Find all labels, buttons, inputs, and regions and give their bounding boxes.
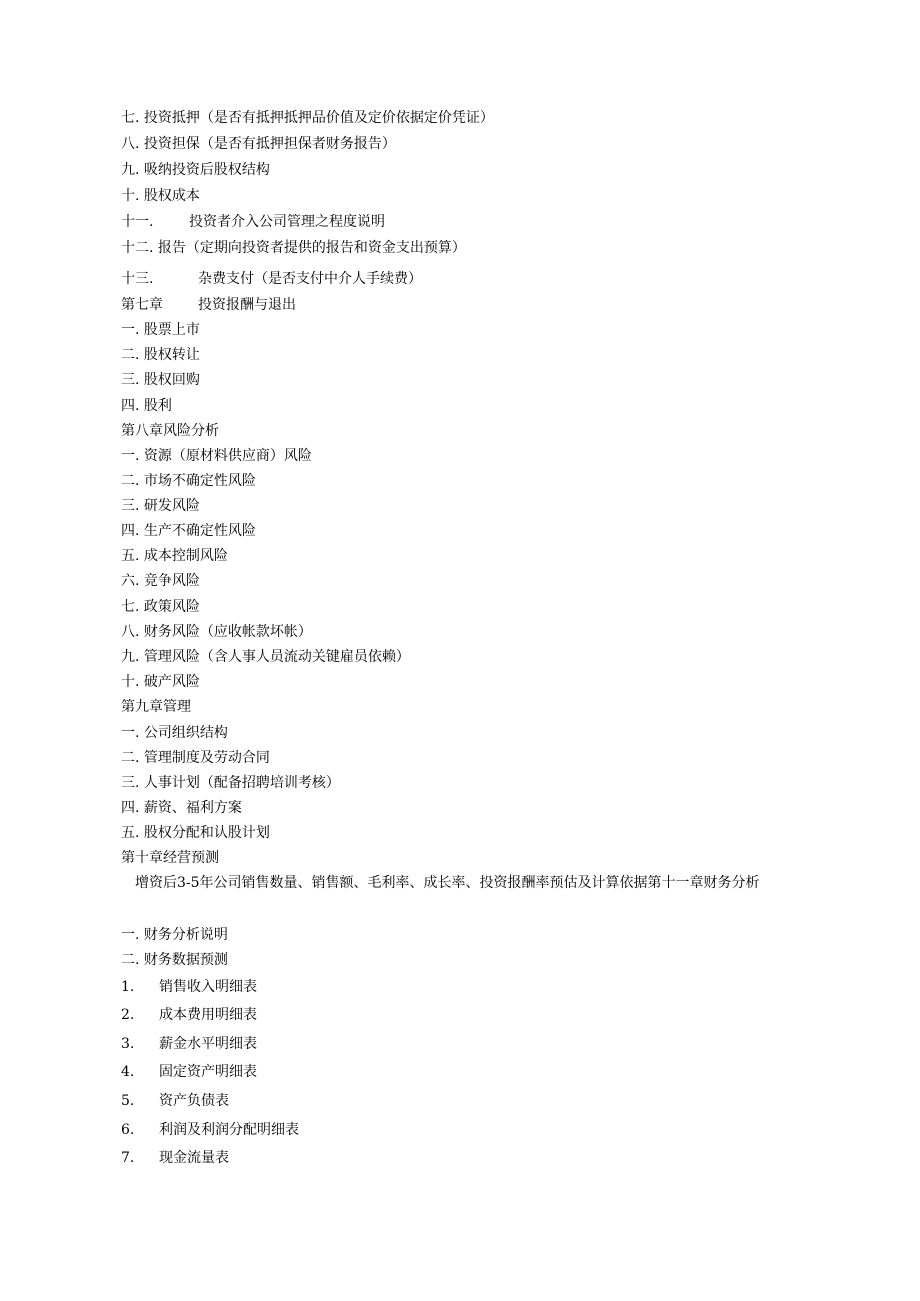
list-number: 7. — [121, 1150, 135, 1166]
line-item: 一. 财务分析说明 — [121, 927, 228, 943]
line-item: 二. 股权转让 — [121, 347, 200, 363]
list-number: 3. — [121, 1036, 135, 1052]
line-item: 五. 股权分配和认股计划 — [121, 825, 270, 841]
list-text: 现金流量表 — [159, 1150, 229, 1166]
line-item: 七. 投资抵押（是否有抵押抵押品价值及定价依据定价凭证） — [121, 110, 494, 126]
list-text: 薪金水平明细表 — [159, 1036, 257, 1052]
list-text: 资产负债表 — [159, 1093, 229, 1109]
line-item: 四. 薪资、福利方案 — [121, 800, 242, 816]
list-item — [121, 1121, 299, 1139]
list-item — [121, 1092, 229, 1110]
line-item: 二. 财务数据预测 — [121, 952, 228, 968]
line-item: 二. 管理制度及劳动合同 — [121, 750, 270, 766]
line-item — [121, 270, 422, 288]
line-item: 九. 吸纳投资后股权结构 — [121, 162, 270, 178]
line-label: 十三. — [121, 271, 154, 287]
line-item: 二. 市场不确定性风险 — [121, 473, 256, 489]
chapter-heading — [121, 296, 296, 314]
paragraph: 增资后3-5年公司销售数量、销售额、毛利率、成长率、投资报酬率预估及计算依据第十一章财务分析 — [135, 875, 760, 891]
line-label: 第七章 — [121, 297, 163, 313]
list-item — [121, 978, 257, 996]
line-text: 杂费支付（是否支付中介人手续费） — [198, 271, 422, 287]
line-item: 十. 破产风险 — [121, 674, 200, 690]
line-item: 十. 股权成本 — [121, 188, 200, 204]
list-text: 固定资产明细表 — [159, 1064, 257, 1080]
line-item: 八. 财务风险（应收帐款坏帐） — [121, 624, 312, 640]
line-item: 十二. 报告（定期向投资者提供的报告和资金支出预算） — [121, 240, 466, 256]
line-item: 三. 股权回购 — [121, 372, 200, 388]
line-item: 一. 股票上市 — [121, 322, 200, 338]
line-text: 投资者介入公司管理之程度说明 — [189, 214, 385, 230]
list-item — [121, 1035, 257, 1053]
list-item — [121, 1063, 257, 1081]
chapter-heading: 第八章风险分析 — [121, 423, 219, 439]
list-number: 2. — [121, 1007, 135, 1023]
line-item: 三. 人事计划（配备招聘培训考核） — [121, 775, 340, 791]
line-item: 四. 股利 — [121, 398, 172, 414]
list-item — [121, 1149, 229, 1167]
line-item: 六. 竞争风险 — [121, 573, 200, 589]
list-number: 4. — [121, 1064, 135, 1080]
chapter-heading: 第十章经营预测 — [121, 850, 219, 866]
line-item: 八. 投资担保（是否有抵押担保者财务报告） — [121, 136, 396, 152]
line-text: 投资报酬与退出 — [198, 297, 296, 313]
line-item: 三. 研发风险 — [121, 498, 200, 514]
list-number: 5. — [121, 1093, 135, 1109]
line-item: 四. 生产不确定性风险 — [121, 523, 256, 539]
list-text: 成本费用明细表 — [159, 1007, 257, 1023]
line-item: 七. 政策风险 — [121, 599, 200, 615]
line-item: 一. 公司组织结构 — [121, 725, 228, 741]
chapter-heading: 第九章管理 — [121, 699, 191, 715]
list-text: 利润及利润分配明细表 — [159, 1122, 299, 1138]
line-label: 十一. — [121, 214, 154, 230]
line-item: 九. 管理风险（含人事人员流动关键雇员依赖） — [121, 649, 410, 665]
list-number: 6. — [121, 1122, 135, 1138]
list-text: 销售收入明细表 — [159, 979, 257, 995]
line-item — [121, 213, 385, 231]
list-number: 1. — [121, 979, 135, 995]
line-item: 一. 资源（原材料供应商）风险 — [121, 448, 312, 464]
line-item: 五. 成本控制风险 — [121, 548, 228, 564]
list-item — [121, 1006, 257, 1024]
